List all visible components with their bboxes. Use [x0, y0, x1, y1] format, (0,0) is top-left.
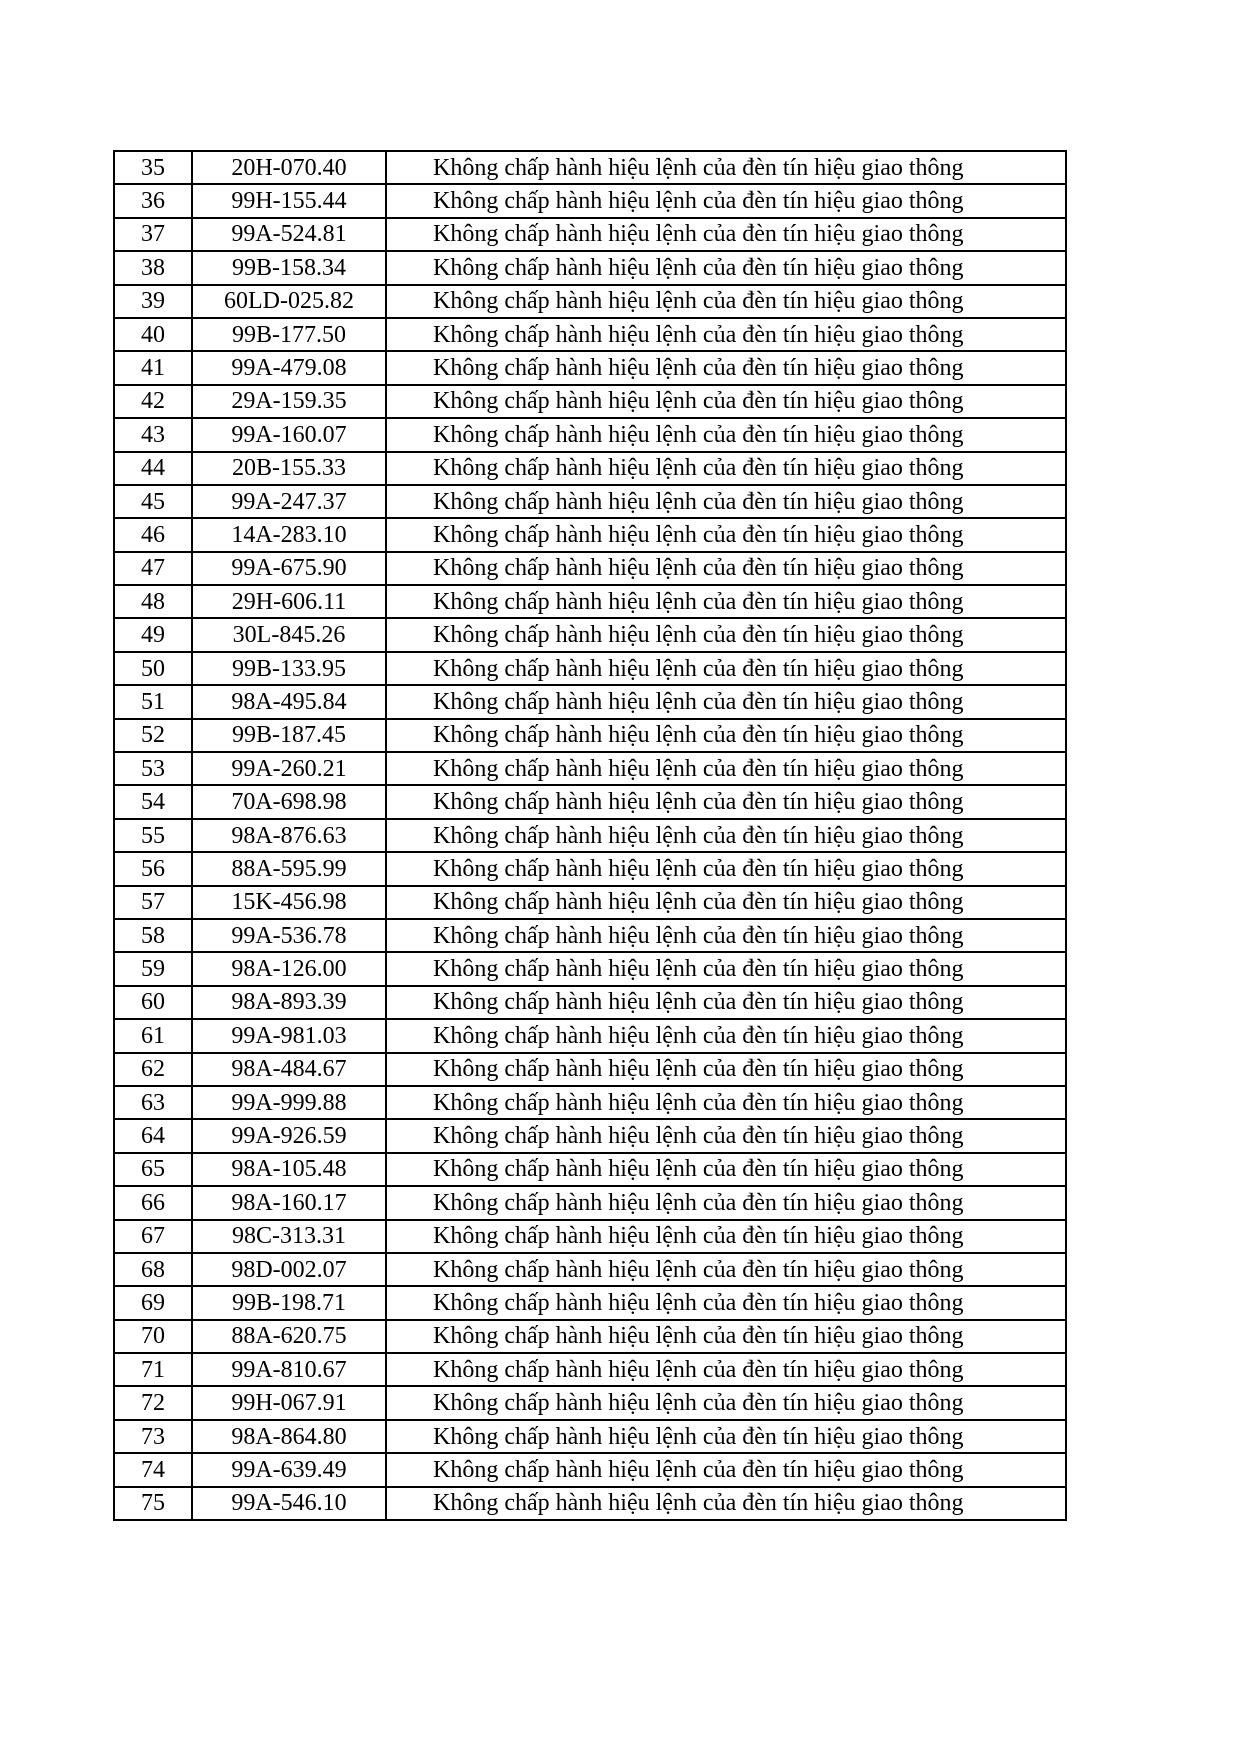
- license-plate-cell: 98A-160.17: [192, 1186, 386, 1219]
- table-row: [114, 1186, 1066, 1219]
- row-number-cell: 40: [114, 318, 192, 351]
- table-row: [114, 1420, 1066, 1453]
- table-row: [114, 1386, 1066, 1419]
- row-number-cell: 72: [114, 1386, 192, 1419]
- table-row: [114, 852, 1066, 885]
- row-number-cell: 70: [114, 1320, 192, 1353]
- license-plate-cell: 99A-546.10: [192, 1487, 386, 1520]
- license-plate-cell: 99A-981.03: [192, 1019, 386, 1052]
- table-row: [114, 251, 1066, 284]
- license-plate-cell: 99A-810.67: [192, 1353, 386, 1386]
- table-row: [114, 685, 1066, 718]
- license-plate-cell: 99B-187.45: [192, 719, 386, 752]
- license-plate-cell: 99H-155.44: [192, 184, 386, 217]
- table-row: [114, 585, 1066, 618]
- row-number-cell: 71: [114, 1353, 192, 1386]
- license-plate-cell: 20H-070.40: [192, 151, 386, 184]
- license-plate-cell: 98A-893.39: [192, 986, 386, 1019]
- table-row: [114, 418, 1066, 451]
- license-plate-cell: 99A-536.78: [192, 919, 386, 952]
- violation-cell: Không chấp hành hiệu lệnh của đèn tín hiệu giao thông: [386, 585, 1066, 618]
- table-row: [114, 652, 1066, 685]
- license-plate-cell: 99A-160.07: [192, 418, 386, 451]
- license-plate-cell: 98A-484.67: [192, 1053, 386, 1086]
- license-plate-cell: 70A-698.98: [192, 785, 386, 818]
- violation-cell: Không chấp hành hiệu lệnh của đèn tín hiệu giao thông: [386, 552, 1066, 585]
- license-plate-cell: 99B-158.34: [192, 251, 386, 284]
- violation-cell: Không chấp hành hiệu lệnh của đèn tín hiệu giao thông: [386, 251, 1066, 284]
- violation-cell: Không chấp hành hiệu lệnh của đèn tín hiệu giao thông: [386, 1286, 1066, 1319]
- table-row: [114, 1053, 1066, 1086]
- table-row: [114, 1019, 1066, 1052]
- row-number-cell: 66: [114, 1186, 192, 1219]
- license-plate-cell: 88A-620.75: [192, 1320, 386, 1353]
- violation-cell: Không chấp hành hiệu lệnh của đèn tín hiệu giao thông: [386, 752, 1066, 785]
- violation-cell: Không chấp hành hiệu lệnh của đèn tín hiệu giao thông: [386, 1487, 1066, 1520]
- license-plate-cell: 30L-845.26: [192, 618, 386, 651]
- table-row: [114, 1286, 1066, 1319]
- row-number-cell: 74: [114, 1453, 192, 1486]
- license-plate-cell: 15K-456.98: [192, 886, 386, 919]
- table-row: [114, 385, 1066, 418]
- license-plate-cell: 99A-524.81: [192, 218, 386, 251]
- violation-cell: Không chấp hành hiệu lệnh của đèn tín hiệu giao thông: [386, 1220, 1066, 1253]
- license-plate-cell: 99H-067.91: [192, 1386, 386, 1419]
- row-number-cell: 64: [114, 1119, 192, 1152]
- table-row: [114, 1119, 1066, 1152]
- row-number-cell: 50: [114, 652, 192, 685]
- violation-cell: Không chấp hành hiệu lệnh của đèn tín hiệu giao thông: [386, 618, 1066, 651]
- row-number-cell: 68: [114, 1253, 192, 1286]
- table-row: [114, 1153, 1066, 1186]
- table-row: [114, 952, 1066, 985]
- license-plate-cell: 98C-313.31: [192, 1220, 386, 1253]
- table-row: [114, 1320, 1066, 1353]
- table-row: [114, 184, 1066, 217]
- violation-cell: Không chấp hành hiệu lệnh của đèn tín hiệu giao thông: [386, 819, 1066, 852]
- violation-cell: Không chấp hành hiệu lệnh của đèn tín hiệu giao thông: [386, 452, 1066, 485]
- license-plate-cell: 99A-675.90: [192, 552, 386, 585]
- license-plate-cell: 99B-177.50: [192, 318, 386, 351]
- row-number-cell: 53: [114, 752, 192, 785]
- license-plate-cell: 99B-198.71: [192, 1286, 386, 1319]
- table-row: [114, 351, 1066, 384]
- row-number-cell: 62: [114, 1053, 192, 1086]
- license-plate-cell: 99A-999.88: [192, 1086, 386, 1119]
- violation-cell: Không chấp hành hiệu lệnh của đèn tín hiệu giao thông: [386, 1320, 1066, 1353]
- row-number-cell: 51: [114, 685, 192, 718]
- license-plate-cell: 98A-864.80: [192, 1420, 386, 1453]
- row-number-cell: 44: [114, 452, 192, 485]
- violation-cell: Không chấp hành hiệu lệnh của đèn tín hiệu giao thông: [386, 285, 1066, 318]
- violation-cell: Không chấp hành hiệu lệnh của đèn tín hiệu giao thông: [386, 184, 1066, 217]
- violation-cell: Không chấp hành hiệu lệnh của đèn tín hiệu giao thông: [386, 218, 1066, 251]
- row-number-cell: 38: [114, 251, 192, 284]
- row-number-cell: 35: [114, 151, 192, 184]
- row-number-cell: 61: [114, 1019, 192, 1052]
- row-number-cell: 46: [114, 518, 192, 551]
- license-plate-cell: 99A-260.21: [192, 752, 386, 785]
- license-plate-cell: 98A-495.84: [192, 685, 386, 718]
- violation-cell: Không chấp hành hiệu lệnh của đèn tín hiệu giao thông: [386, 1019, 1066, 1052]
- table-row: [114, 819, 1066, 852]
- table-row: [114, 518, 1066, 551]
- violation-cell: Không chấp hành hiệu lệnh của đèn tín hiệu giao thông: [386, 1153, 1066, 1186]
- table-row: [114, 886, 1066, 919]
- table-row: [114, 919, 1066, 952]
- violation-cell: Không chấp hành hiệu lệnh của đèn tín hiệu giao thông: [386, 1253, 1066, 1286]
- table-row: [114, 485, 1066, 518]
- row-number-cell: 57: [114, 886, 192, 919]
- table-row: [114, 218, 1066, 251]
- license-plate-cell: 14A-283.10: [192, 518, 386, 551]
- table-row: [114, 1220, 1066, 1253]
- violation-cell: Không chấp hành hiệu lệnh của đèn tín hiệu giao thông: [386, 919, 1066, 952]
- table-row: [114, 1453, 1066, 1486]
- violation-cell: Không chấp hành hiệu lệnh của đèn tín hiệu giao thông: [386, 385, 1066, 418]
- violations-table: [113, 150, 1067, 1521]
- license-plate-cell: 88A-595.99: [192, 852, 386, 885]
- violation-cell: Không chấp hành hiệu lệnh của đèn tín hiệu giao thông: [386, 652, 1066, 685]
- violation-cell: Không chấp hành hiệu lệnh của đèn tín hiệu giao thông: [386, 318, 1066, 351]
- row-number-cell: 41: [114, 351, 192, 384]
- table-row: [114, 785, 1066, 818]
- violation-cell: Không chấp hành hiệu lệnh của đèn tín hiệu giao thông: [386, 886, 1066, 919]
- row-number-cell: 55: [114, 819, 192, 852]
- violation-cell: Không chấp hành hiệu lệnh của đèn tín hiệu giao thông: [386, 1420, 1066, 1453]
- row-number-cell: 47: [114, 552, 192, 585]
- violation-cell: Không chấp hành hiệu lệnh của đèn tín hiệu giao thông: [386, 351, 1066, 384]
- row-number-cell: 67: [114, 1220, 192, 1253]
- table-row: [114, 986, 1066, 1019]
- row-number-cell: 73: [114, 1420, 192, 1453]
- license-plate-cell: 29H-606.11: [192, 585, 386, 618]
- table-row: [114, 285, 1066, 318]
- license-plate-cell: 98D-002.07: [192, 1253, 386, 1286]
- row-number-cell: 42: [114, 385, 192, 418]
- table-row: [114, 452, 1066, 485]
- violation-cell: Không chấp hành hiệu lệnh của đèn tín hiệu giao thông: [386, 151, 1066, 184]
- row-number-cell: 75: [114, 1487, 192, 1520]
- row-number-cell: 36: [114, 184, 192, 217]
- violation-cell: Không chấp hành hiệu lệnh của đèn tín hiệu giao thông: [386, 518, 1066, 551]
- violation-cell: Không chấp hành hiệu lệnh của đèn tín hiệu giao thông: [386, 485, 1066, 518]
- violation-cell: Không chấp hành hiệu lệnh của đèn tín hiệu giao thông: [386, 418, 1066, 451]
- table-row: [114, 318, 1066, 351]
- violation-cell: Không chấp hành hiệu lệnh của đèn tín hiệu giao thông: [386, 952, 1066, 985]
- license-plate-cell: 99A-247.37: [192, 485, 386, 518]
- table-row: [114, 151, 1066, 184]
- violation-cell: Không chấp hành hiệu lệnh của đèn tín hiệu giao thông: [386, 1086, 1066, 1119]
- violation-cell: Không chấp hành hiệu lệnh của đèn tín hiệu giao thông: [386, 1453, 1066, 1486]
- row-number-cell: 69: [114, 1286, 192, 1319]
- row-number-cell: 43: [114, 418, 192, 451]
- license-plate-cell: 98A-126.00: [192, 952, 386, 985]
- row-number-cell: 65: [114, 1153, 192, 1186]
- table-row: [114, 1487, 1066, 1520]
- license-plate-cell: 99B-133.95: [192, 652, 386, 685]
- violation-cell: Không chấp hành hiệu lệnh của đèn tín hiệu giao thông: [386, 1119, 1066, 1152]
- license-plate-cell: 98A-105.48: [192, 1153, 386, 1186]
- violation-cell: Không chấp hành hiệu lệnh của đèn tín hiệu giao thông: [386, 1353, 1066, 1386]
- license-plate-cell: 20B-155.33: [192, 452, 386, 485]
- violation-cell: Không chấp hành hiệu lệnh của đèn tín hiệu giao thông: [386, 986, 1066, 1019]
- row-number-cell: 54: [114, 785, 192, 818]
- row-number-cell: 49: [114, 618, 192, 651]
- license-plate-cell: 60LD-025.82: [192, 285, 386, 318]
- row-number-cell: 48: [114, 585, 192, 618]
- license-plate-cell: 99A-479.08: [192, 351, 386, 384]
- violation-cell: Không chấp hành hiệu lệnh của đèn tín hiệu giao thông: [386, 1186, 1066, 1219]
- row-number-cell: 45: [114, 485, 192, 518]
- license-plate-cell: 99A-926.59: [192, 1119, 386, 1152]
- table-row: [114, 1086, 1066, 1119]
- license-plate-cell: 99A-639.49: [192, 1453, 386, 1486]
- table-row: [114, 552, 1066, 585]
- license-plate-cell: 98A-876.63: [192, 819, 386, 852]
- table-row: [114, 752, 1066, 785]
- row-number-cell: 60: [114, 986, 192, 1019]
- row-number-cell: 37: [114, 218, 192, 251]
- row-number-cell: 58: [114, 919, 192, 952]
- row-number-cell: 39: [114, 285, 192, 318]
- violation-cell: Không chấp hành hiệu lệnh của đèn tín hiệu giao thông: [386, 1386, 1066, 1419]
- violations-table-body: [114, 151, 1066, 1520]
- license-plate-cell: 29A-159.35: [192, 385, 386, 418]
- table-row: [114, 1353, 1066, 1386]
- row-number-cell: 56: [114, 852, 192, 885]
- table-row: [114, 618, 1066, 651]
- table-row: [114, 719, 1066, 752]
- violation-cell: Không chấp hành hiệu lệnh của đèn tín hiệu giao thông: [386, 785, 1066, 818]
- violation-cell: Không chấp hành hiệu lệnh của đèn tín hiệu giao thông: [386, 685, 1066, 718]
- violation-cell: Không chấp hành hiệu lệnh của đèn tín hiệu giao thông: [386, 1053, 1066, 1086]
- row-number-cell: 63: [114, 1086, 192, 1119]
- row-number-cell: 59: [114, 952, 192, 985]
- row-number-cell: 52: [114, 719, 192, 752]
- table-row: [114, 1253, 1066, 1286]
- violation-cell: Không chấp hành hiệu lệnh của đèn tín hiệu giao thông: [386, 852, 1066, 885]
- violation-cell: Không chấp hành hiệu lệnh của đèn tín hiệu giao thông: [386, 719, 1066, 752]
